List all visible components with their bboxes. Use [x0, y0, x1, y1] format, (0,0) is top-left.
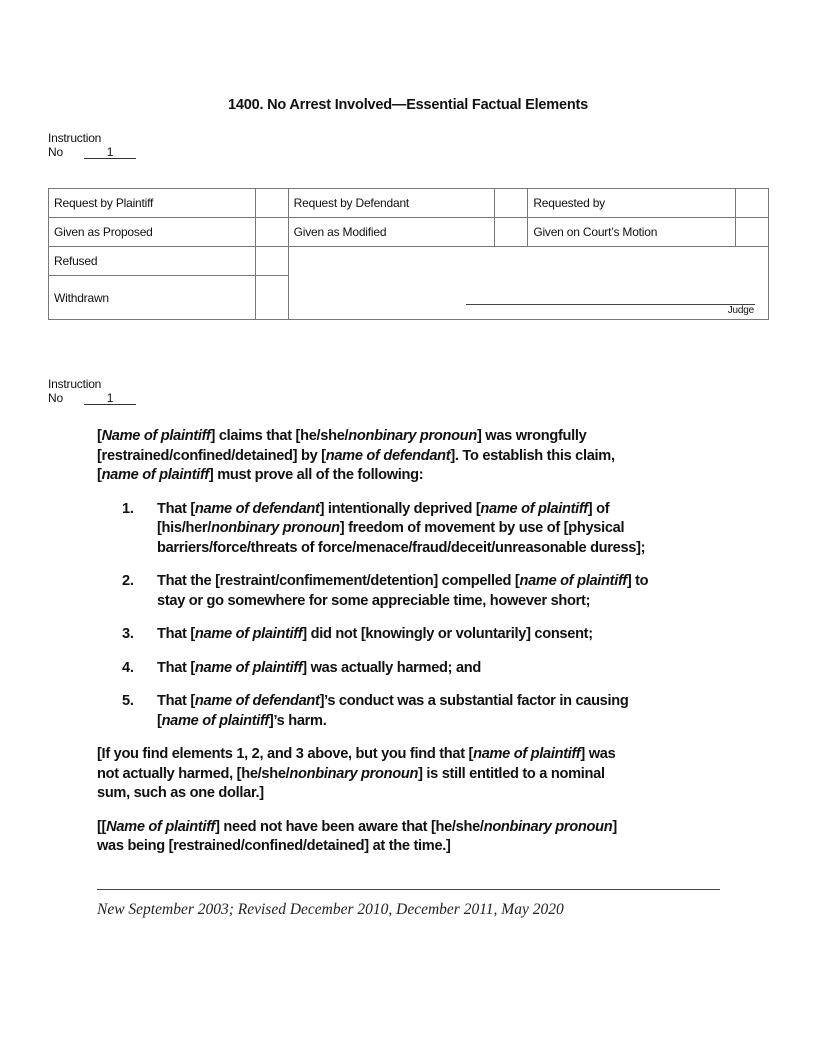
text-line — [97, 427, 648, 447]
placeholder-text: nonbinary pronoun — [289, 765, 419, 782]
request-by-defendant-label: Request by Defendant — [288, 189, 495, 218]
list-number: 3. — [122, 626, 134, 642]
text-line — [97, 818, 648, 838]
list-item — [122, 500, 648, 559]
text-segment: sum, such as one dollar.] — [97, 785, 264, 801]
text-line — [97, 466, 648, 486]
list-item-text — [157, 692, 629, 731]
text-segment: [his/her/ — [157, 520, 212, 536]
requested-by-label: Requested by — [528, 189, 736, 218]
instruction-number-field[interactable]: 1 — [84, 146, 136, 159]
refused-checkbox[interactable] — [255, 247, 288, 276]
instruction-number-field[interactable]: 1 — [84, 392, 136, 405]
text-segment: ] did not [knowingly or voluntarily] consent; — [302, 626, 593, 642]
request-table — [48, 188, 769, 320]
placeholder-text: nonbinary pronoun — [348, 428, 477, 444]
placeholder-text: name of plaintiff — [480, 500, 588, 517]
list-item — [122, 625, 648, 645]
withdrawn-label: Withdrawn — [49, 276, 256, 320]
instruction-label: Instruction — [48, 131, 102, 145]
text-line — [157, 592, 648, 612]
placeholder-text: name of plaintiff — [101, 467, 209, 483]
placeholder-text: name of defendant — [194, 693, 320, 709]
requested-by-checkbox[interactable] — [736, 189, 769, 218]
no-label: No — [48, 145, 63, 159]
text-segment: [ — [97, 428, 102, 444]
request-by-defendant-checkbox[interactable] — [495, 189, 528, 218]
revision-history: New September 2003; Revised December 2010, December 2011, May 2020 — [97, 901, 564, 918]
text-segment: That [ — [157, 500, 195, 517]
text-line — [97, 765, 648, 785]
list-item-text — [157, 500, 645, 559]
given-on-courts-motion-label: Given on Court’s Motion — [528, 218, 736, 247]
text-line — [157, 659, 481, 679]
text-segment: [ — [97, 467, 102, 483]
text-segment: ] claims that [he/she/ — [210, 428, 349, 444]
given-as-modified-checkbox[interactable] — [495, 218, 528, 247]
judge-signature-line[interactable] — [466, 304, 755, 305]
page-title: 1400. No Arrest Involved—Essential Factual Elements — [228, 97, 588, 113]
text-segment: ] intentionally deprived [ — [319, 500, 481, 517]
list-number: 5. — [122, 693, 134, 709]
list-item-text — [157, 625, 593, 645]
text-segment: ] freedom of movement by use of [physical — [339, 520, 625, 536]
refused-label: Refused — [49, 247, 256, 276]
placeholder-text: name of defendant — [325, 447, 451, 464]
text-line — [157, 572, 648, 592]
text-segment: ] to — [626, 573, 649, 589]
text-segment: That [ — [157, 693, 195, 709]
instruction-label: Instruction — [48, 377, 102, 391]
text-segment: That the [restraint/confimement/detention] compelled [ — [157, 573, 520, 589]
instruction-number-bottom — [48, 377, 136, 405]
text-segment: [restrained/confined/detained] by [ — [97, 447, 326, 464]
request-by-plaintiff-label: Request by Plaintiff — [49, 189, 256, 218]
text-segment: ] need not have been aware that [he/she/ — [215, 818, 484, 835]
text-segment: ] — [612, 818, 617, 835]
list-number: 1. — [122, 500, 134, 517]
text-segment: was being [restrained/confined/detained] at the time.] — [97, 838, 451, 854]
placeholder-text: name of plaintiff — [519, 573, 627, 589]
text-line — [97, 837, 648, 857]
text-segment: barriers/force/threats of force/menace/fraud/deceit/unreasonable duress]; — [157, 539, 646, 556]
text-segment: [[ — [97, 818, 107, 835]
text-segment: [ — [157, 712, 162, 729]
given-as-proposed-label: Given as Proposed — [49, 218, 256, 247]
paragraph — [97, 745, 648, 804]
text-segment: [If you find elements 1, 2, and 3 above, but you find that [ — [97, 746, 474, 762]
placeholder-text: name of plaintiff — [473, 746, 581, 762]
judge-label: Judge — [727, 305, 754, 316]
withdrawn-checkbox[interactable] — [255, 276, 288, 320]
text-line — [97, 745, 648, 765]
text-segment: That [ — [157, 659, 195, 676]
placeholder-text: name of plaintiff — [194, 659, 303, 676]
list-number: 2. — [122, 573, 134, 589]
text-segment: ] of — [587, 500, 610, 517]
paragraph — [97, 427, 648, 486]
text-segment: That [ — [157, 626, 195, 642]
text-segment: ] was actually harmed; and — [302, 659, 481, 676]
paragraph — [97, 818, 648, 857]
text-segment: stay or go somewhere for some appreciable time, however short; — [157, 592, 591, 609]
placeholder-text: name of plaintiff — [194, 626, 303, 642]
text-line — [97, 784, 648, 804]
placeholder-text: Name of plaintiff — [101, 428, 211, 444]
text-segment: ]. To establish this claim, — [450, 447, 615, 464]
placeholder-text: nonbinary pronoun — [211, 520, 340, 536]
text-line — [157, 539, 645, 559]
instruction-number-top — [48, 131, 136, 159]
given-as-modified-label: Given as Modified — [288, 218, 495, 247]
text-line — [157, 500, 645, 520]
judge-signature-area — [288, 247, 768, 320]
list-item — [122, 659, 648, 679]
given-on-courts-motion-checkbox[interactable] — [736, 218, 769, 247]
given-as-proposed-checkbox[interactable] — [255, 218, 288, 247]
placeholder-text: nonbinary pronoun — [483, 818, 613, 835]
placeholder-text: name of defendant — [194, 500, 320, 517]
text-segment: not actually harmed, [he/she/ — [97, 765, 290, 782]
instruction-body — [97, 427, 648, 871]
placeholder-text: Name of plaintiff — [106, 818, 216, 835]
text-segment: ] must prove all of the following: — [208, 467, 424, 483]
text-line — [157, 625, 593, 645]
list-item — [122, 692, 648, 731]
no-label: No — [48, 391, 63, 405]
text-segment: ] was wrongfully — [476, 428, 587, 444]
text-segment: ]’s conduct was a substantial factor in causing — [319, 693, 629, 709]
list-item — [122, 572, 648, 611]
text-segment: ]’s harm. — [268, 712, 327, 729]
text-line — [97, 447, 648, 467]
request-by-plaintiff-checkbox[interactable] — [255, 189, 288, 218]
placeholder-text: name of plaintiff — [161, 712, 269, 729]
footer-divider — [97, 889, 720, 890]
text-line — [157, 519, 645, 539]
list-item-text — [157, 659, 481, 679]
text-segment: ] is still entitled to a nominal — [418, 765, 605, 782]
list-item-text — [157, 572, 648, 611]
text-line — [157, 712, 629, 732]
text-line — [157, 692, 629, 712]
list-number: 4. — [122, 659, 134, 676]
text-segment: ] was — [580, 746, 616, 762]
